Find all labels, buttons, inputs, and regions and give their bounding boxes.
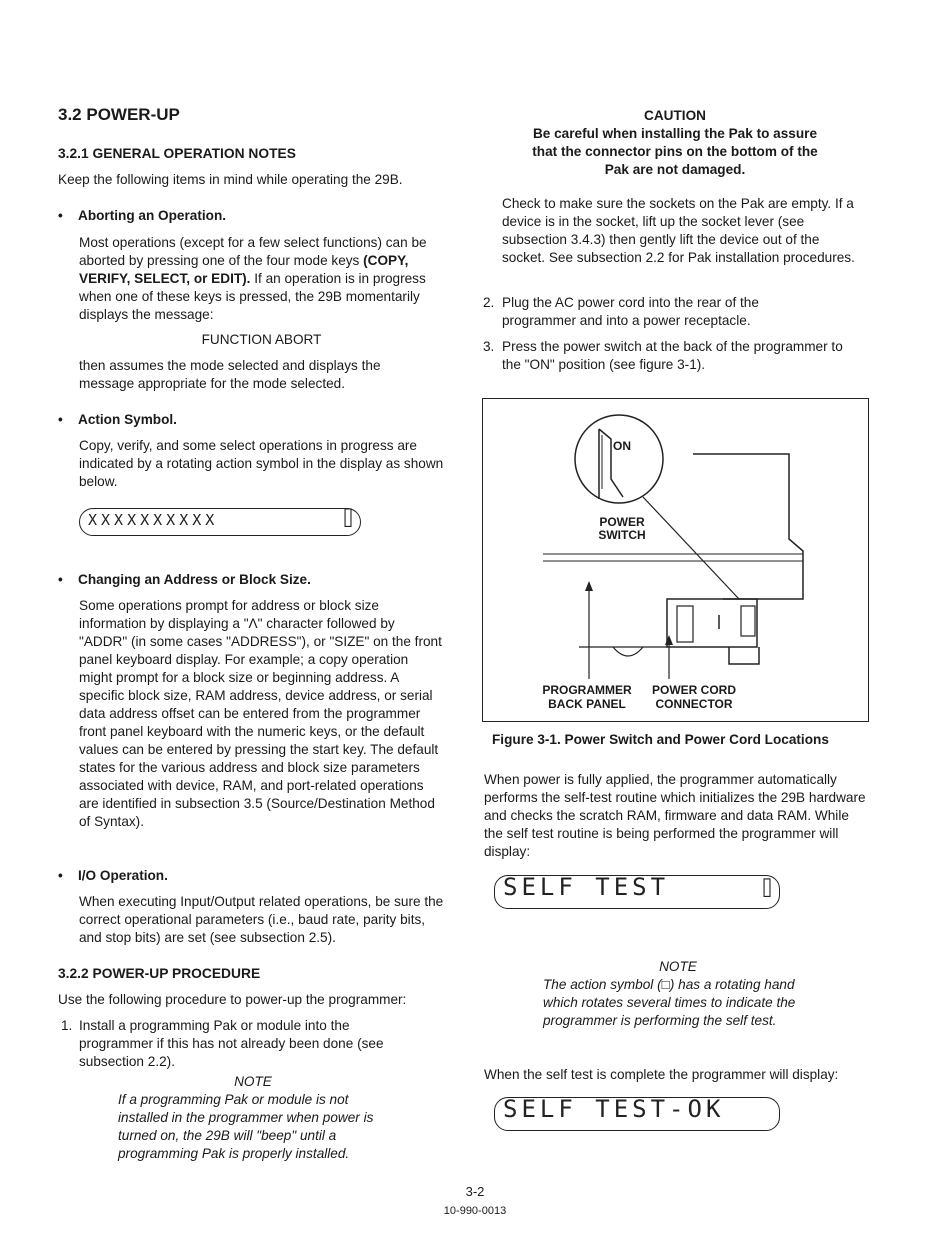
step-number: 2. [483, 295, 495, 310]
label-connector: CONNECTOR [655, 697, 733, 711]
address-text: Some operations prompt for address or block size information by displaying a "Λ" character followed by "ADDR" (in some cases "ADDRESS"), or "SIZE" on the front panel keyboard display. For example; a copy operation might prompt for a block size or beginning address. A specific block size, RAM address, device address, or serial data address offset can be entered from the programmer front panel keyboard with the numeric keys, or the default values can be entered by pressing the start key. The default states for the various address and block size parameters associated with device, RAM, and port-related operations are identified in subsection 3.5 (Source/Destination Method of Syntax). [79, 598, 442, 829]
step-number: 1. [61, 1018, 73, 1033]
display-text: SELF TEST-OK [503, 1095, 725, 1123]
aborting-text2: If an operation is in progress when one of these keys is pressed, the 29B momentarily displays the message: [79, 271, 426, 322]
aborting-keys: (COPY, VERIFY, SELECT, or EDIT). [79, 253, 409, 286]
doc-number: 10-990-0013 [443, 1205, 507, 1217]
display-text: XXXXXXXXXX [88, 511, 219, 529]
selftest-display [494, 875, 780, 909]
aborting-body [79, 234, 444, 324]
subsection-title-general: 3.2.1 GENERAL OPERATION NOTES [58, 146, 296, 161]
display-text: SELF TEST [503, 873, 670, 901]
section-title: 3.2 POWER-UP [58, 105, 180, 124]
note-text-2: The action symbol (□) has a rotating hand which rotates several times to indicate the programmer is performing the self test. [543, 977, 796, 1028]
figure-power-switch [482, 398, 869, 722]
action-symbol-heading: Action Symbol. [78, 412, 177, 427]
function-abort-message: FUNCTION ABORT [201, 332, 322, 347]
aborting-text3: then assumes the mode selected and displays the message appropriate for the mode selected. [79, 358, 381, 391]
label-power: POWER [599, 515, 645, 529]
bullet-icon: • [58, 572, 63, 587]
address-heading: Changing an Address or Block Size. [78, 572, 311, 587]
step-1-text: Install a programming Pak or module into the programmer if this has not already been done (see subsection 2.2). [79, 1018, 384, 1069]
label-switch: SWITCH [598, 528, 646, 542]
bullet-address [58, 571, 448, 589]
bullet-io [58, 867, 448, 885]
step-2 [483, 294, 863, 330]
check-text: Check to make sure the sockets on the Pak are empty. If a device is in the socket, lift up the socket lever (see subsection 3.4.3) then gently lift the device out of the socket. See subsection 2.2 for Pak installation procedures. [502, 196, 855, 265]
step-2-text: Plug the AC power cord into the rear of the programmer and into a power receptacle. [502, 295, 759, 328]
label-power-cord: POWER CORD [652, 683, 736, 697]
caution-title: CAUTION [644, 108, 706, 123]
step-1 [58, 1017, 448, 1071]
selftest-text: When power is fully applied, the programmer automatically performs the self-test routine which initializes the 29B hardware and checks the scratch RAM, firmware and data RAM. While the self test routine is being performed the programmer will display: [484, 772, 866, 859]
label-programmer: PROGRAMMER [542, 683, 632, 697]
bullet-icon: • [58, 208, 63, 223]
selftest-ok-display [494, 1097, 780, 1131]
aborting-heading: Aborting an Operation. [78, 208, 227, 223]
note-title-2: NOTE [659, 959, 697, 974]
bullet-icon: • [58, 412, 63, 427]
page-number: 3-2 [465, 1184, 485, 1199]
note-text: If a programming Pak or module is not installed in the programmer when power is turned on, the 29B will "beep" until a programming Pak is properly installed. [118, 1092, 374, 1161]
caution-text: Be careful when installing the Pak to assure that the connector pins on the bottom of the Pak are not damaged. [532, 126, 818, 177]
powerup-intro: Use the following procedure to power-up the programmer: [58, 992, 407, 1007]
subsection-title-powerup: 3.2.2 POWER-UP PROCEDURE [58, 966, 261, 981]
figure-caption: Figure 3-1. Power Switch and Power Cord Locations [492, 732, 829, 747]
step-3 [483, 338, 863, 374]
action-symbol-icon: ⌷ [760, 876, 773, 900]
note-title: NOTE [234, 1074, 272, 1089]
label-on: ON [613, 439, 631, 453]
step-number: 3. [483, 339, 495, 354]
action-symbol-icon: ⌷ [341, 506, 354, 530]
bullet-action-symbol [58, 411, 448, 429]
complete-text: When the self test is complete the programmer will display: [484, 1067, 839, 1082]
label-back-panel: BACK PANEL [548, 697, 626, 711]
general-intro: Keep the following items in mind while operating the 29B. [58, 172, 403, 187]
io-heading: I/O Operation. [78, 868, 168, 883]
bullet-icon: • [58, 868, 63, 883]
action-symbol-display [79, 508, 361, 536]
aborting-text1: Most operations (except for a few select functions) can be aborted by pressing one of the four mode keys [79, 235, 427, 268]
step-3-text: Press the power switch at the back of the programmer to the "ON" position (see figure 3-1). [502, 339, 843, 372]
figure-drawing [483, 399, 868, 721]
action-symbol-text: Copy, verify, and some select operations in progress are indicated by a rotating action symbol in the display as shown below. [79, 438, 444, 489]
bullet-aborting [58, 207, 448, 225]
io-text: When executing Input/Output related operations, be sure the correct operational parameters (i.e., baud rate, parity bits, and stop bits) are set (see subsection 2.5). [79, 894, 444, 945]
